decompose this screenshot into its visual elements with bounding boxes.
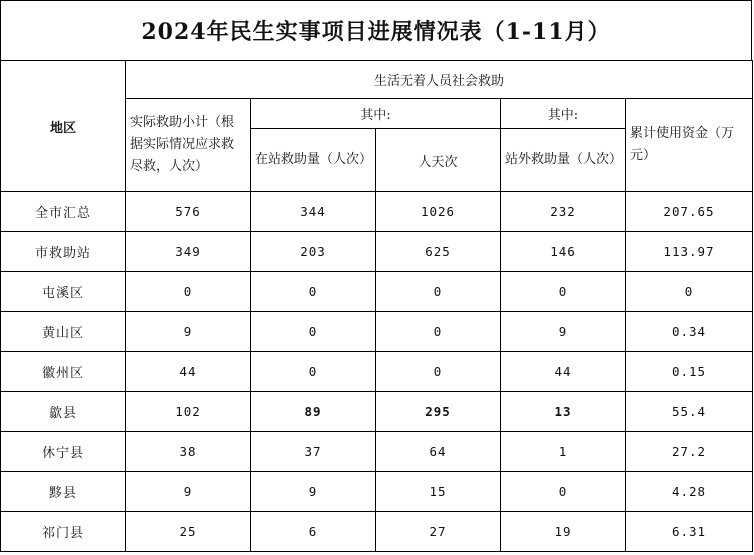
cell-out-station: 19 [501,512,626,552]
cell-out-station: 13 [501,392,626,432]
cell-person-days: 27 [376,512,501,552]
cell-person-days: 15 [376,472,501,512]
cell-funds: 55.4 [626,392,753,432]
table-row [1,232,753,272]
cell-region: 黟县 [1,472,126,512]
header-out-station-text: 站外救助量（人次） [505,152,623,167]
cell-subtotal: 576 [126,192,251,232]
cell-region: 祁门县 [1,512,126,552]
header-subtotal-text: 实际救助小计（根据实际情况应求救尽救，人次） [130,115,235,174]
cell-subtotal: 25 [126,512,251,552]
cell-in-station: 37 [251,432,376,472]
cell-subtotal: 349 [126,232,251,272]
table-row [1,192,753,232]
cell-in-station: 344 [251,192,376,232]
cell-in-station: 9 [251,472,376,512]
cell-region: 休宁县 [1,432,126,472]
cell-out-station: 232 [501,192,626,232]
cell-out-station: 0 [501,472,626,512]
header-region: 地区 [1,61,126,192]
header-person-days: 人天次 [376,129,501,192]
table-row [1,472,753,512]
cell-region: 市救助站 [1,232,126,272]
cell-region: 歙县 [1,392,126,432]
page-title: 2024年民生实事项目进展情况表（1-11月） [0,0,752,60]
cell-person-days: 295 [376,392,501,432]
header-in-station-text: 在站救助量（人次） [255,152,373,167]
cell-person-days: 1026 [376,192,501,232]
cell-funds: 0.15 [626,352,753,392]
cell-region: 徽州区 [1,352,126,392]
cell-person-days: 0 [376,272,501,312]
header-of-which-1: 其中: [251,99,501,129]
cell-region: 全市汇总 [1,192,126,232]
cell-in-station: 0 [251,312,376,352]
cell-person-days: 0 [376,312,501,352]
table-row [1,432,753,472]
header-funds [626,99,753,192]
header-of-which-2: 其中: [501,99,626,129]
cell-subtotal: 0 [126,272,251,312]
cell-subtotal: 9 [126,472,251,512]
cell-person-days: 0 [376,352,501,392]
cell-subtotal: 9 [126,312,251,352]
cell-out-station: 44 [501,352,626,392]
table-row [1,392,753,432]
table-row [1,512,753,552]
cell-subtotal: 44 [126,352,251,392]
table-row [1,312,753,352]
cell-funds: 207.65 [626,192,753,232]
header-in-station [251,129,376,192]
progress-table [0,60,753,552]
cell-out-station: 0 [501,272,626,312]
cell-person-days: 625 [376,232,501,272]
cell-in-station: 89 [251,392,376,432]
cell-subtotal: 102 [126,392,251,432]
cell-in-station: 0 [251,352,376,392]
cell-subtotal: 38 [126,432,251,472]
cell-out-station: 146 [501,232,626,272]
cell-in-station: 6 [251,512,376,552]
cell-person-days: 64 [376,432,501,472]
cell-out-station: 1 [501,432,626,472]
header-subtotal [126,99,251,192]
cell-funds: 0.34 [626,312,753,352]
header-funds-text: 累计使用资金（万元） [630,126,735,163]
cell-out-station: 9 [501,312,626,352]
table-row [1,352,753,392]
cell-funds: 0 [626,272,753,312]
cell-in-station: 0 [251,272,376,312]
header-group: 生活无着人员社会救助 [126,61,753,99]
header-out-station [501,129,626,192]
cell-funds: 6.31 [626,512,753,552]
cell-funds: 113.97 [626,232,753,272]
table-row [1,272,753,312]
cell-region: 黄山区 [1,312,126,352]
cell-region: 屯溪区 [1,272,126,312]
cell-funds: 4.28 [626,472,753,512]
cell-in-station: 203 [251,232,376,272]
cell-funds: 27.2 [626,432,753,472]
